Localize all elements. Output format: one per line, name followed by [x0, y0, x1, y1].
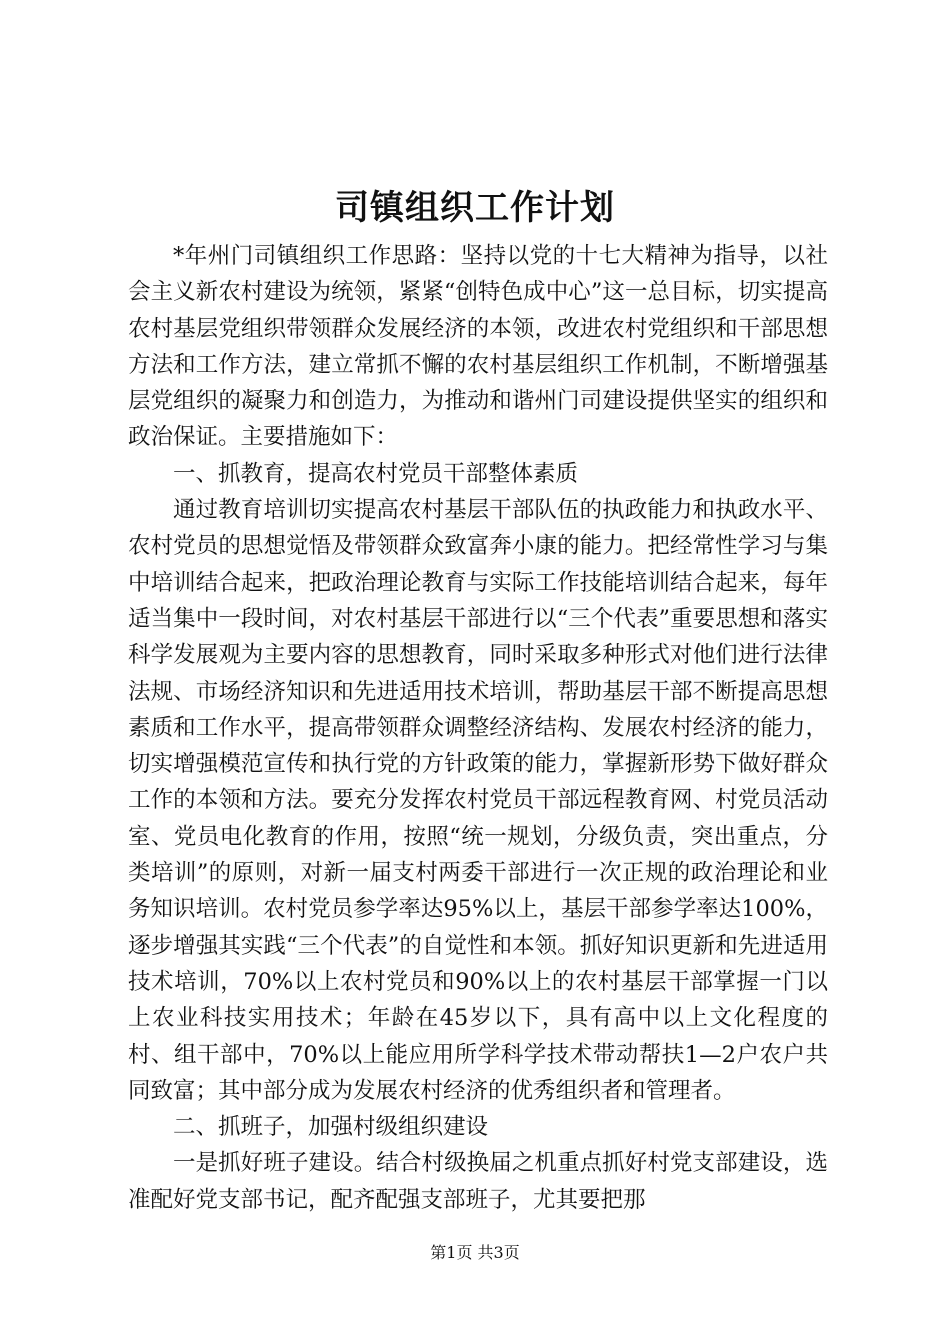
document-title: 司镇组织工作计划 — [335, 188, 615, 228]
section-heading-leadership: 二、抓班子，加强村级组织建设 — [173, 1114, 489, 1141]
paragraph-leadership: 一是抓好班子建设。结合村级换届之机重点抓好村党支部建设，选准配好党支部书记，配齐配强支部班子，尤其要把那 — [128, 1150, 828, 1213]
page-number-footer: 第1页 共3页 — [430, 1243, 520, 1262]
paragraph-education: 通过教育培训切实提高农村基层干部队伍的执政能力和执政水平、农村党员的思想觉悟及带领群众致富奔小康的能力。把经常性学习与集中培训结合起来，把政治理论教育与实际工作技能培训结合起来，每年适当集中一段时间，对农村基层干部进行以“三个代表”重要思想和落实科学发展观为主要内容的思想教育，同时采取多种形式对他们进行法律法规、市场经济知识和先进适用技术培训，帮助基层干部不断提高思想素质和工作水平，提高带领群众调整经济结构、发展农村经济的能力，切实增强模范宣传和执行党的方针政策的能力，掌握新形势下做好群众工作的本领和方法。要充分发挥农村党员干部远程教育网、村党员活动室、党员电化教育的作用，按照“统一规划，分级负责，突出重点，分类培训”的原则，对新一届支村两委干部进行一次正规的政治理论和业务知识培训。农村党员参学率达95%以上，基层干部参学率达100%，逐步增强其实践“三个代表”的自觉性和本领。抓好知识更新和先进适用技术培训，70%以上农村党员和90%以上的农村基层干部掌握一门以上农业科技实用技术；年龄在45岁以下，具有高中以上文化程度的村、组干部中，70%以上能应用所学科学技术带动帮扶1—2户农户共同致富；其中部分成为发展农村经济的优秀组织者和管理者。 — [128, 497, 828, 1104]
section-heading-education: 一、抓教育，提高农村党员干部整体素质 — [173, 460, 579, 487]
document-body — [128, 238, 828, 1218]
paragraph-intro: *年州门司镇组织工作思路：坚持以党的十七大精神为指导，以社会主义新农村建设为统领，紧紧“创特色成中心”这一总目标，切实提高农村基层党组织带领群众发展经济的本领，改进农村党组织和干部思想方法和工作方法，建立常抓不懈的农村基层组织工作机制，不断增强基层党组织的凝聚力和创造力，为推动和谐州门司建设提供坚实的组织和政治保证。主要措施如下： — [128, 243, 828, 451]
